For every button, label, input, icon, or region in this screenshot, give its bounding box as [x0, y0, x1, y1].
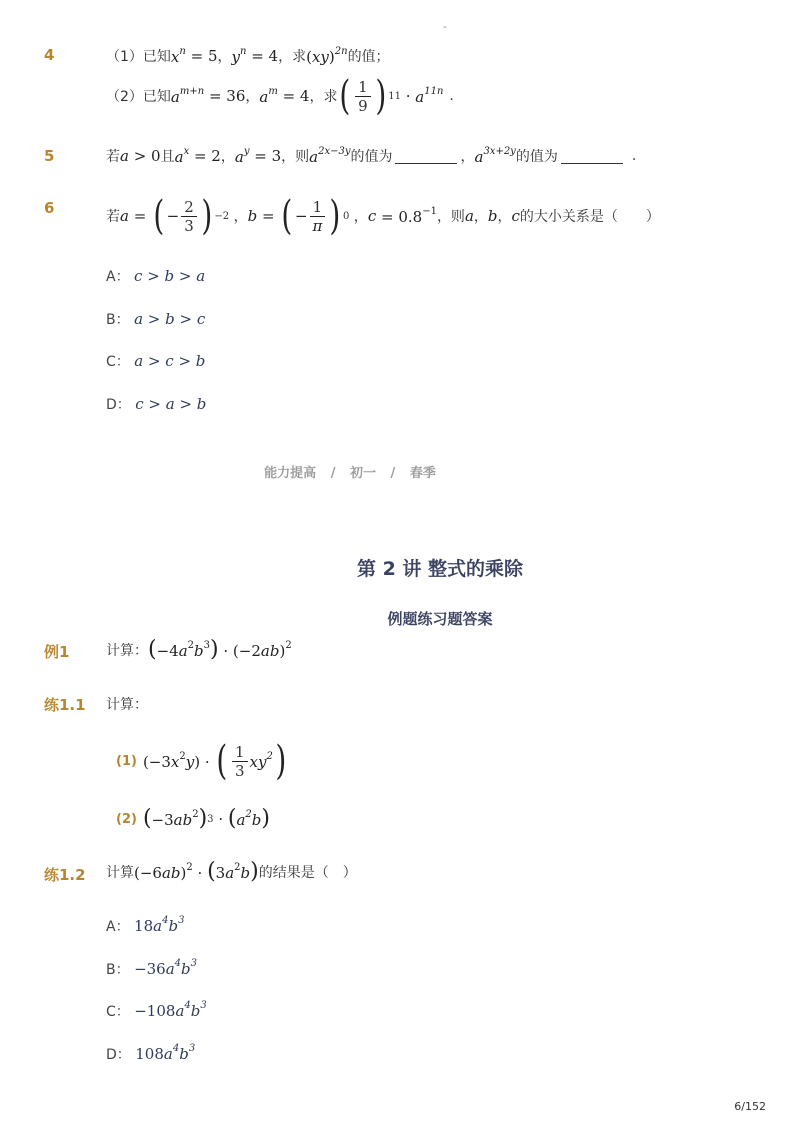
math: = 3: [249, 147, 282, 165]
q4-part2: [106, 73, 454, 119]
math: $-3ab^2$: [151, 809, 199, 829]
option-label: A：: [106, 269, 130, 285]
pr12-option-b[interactable]: [106, 958, 197, 979]
q6-text: [106, 191, 660, 241]
comma: ，: [460, 149, 475, 165]
q5-period: .: [631, 148, 637, 164]
math: a: [120, 147, 129, 165]
pr12-option-a[interactable]: [106, 915, 184, 936]
math: =: [128, 207, 152, 225]
math: (: [142, 806, 152, 831]
math: $a^{2x-3y}$: [309, 146, 351, 166]
question-number-4: 4: [44, 46, 55, 64]
comma: ，: [245, 89, 260, 105]
pr12-option-c[interactable]: [106, 1000, 207, 1021]
option-label: C：: [106, 354, 130, 370]
math: 0: [342, 210, 350, 222]
practice-1-1-text: 计算：: [106, 697, 148, 713]
math: $a^y$: [234, 146, 250, 166]
math: −: [166, 207, 180, 225]
breadcrumb: [0, 462, 700, 481]
math: $a^{3x+2y}$: [474, 146, 516, 166]
math: (: [148, 637, 157, 662]
math: $a^m$: [259, 86, 278, 106]
math: = 5: [185, 47, 218, 65]
math: ): [198, 806, 208, 831]
q5-ze: ，则: [281, 149, 310, 165]
option-coef: −108: [134, 1002, 176, 1020]
math: = 36: [204, 87, 246, 105]
math: $-4a^2b^3$: [156, 640, 211, 660]
math: $a^4b^3$: [165, 958, 198, 978]
question-number-5: 5: [44, 147, 55, 165]
option-coef: −36: [134, 960, 166, 978]
math: −2: [214, 210, 230, 222]
header-mark: -: [443, 22, 447, 33]
math: a: [120, 207, 129, 225]
math: ): [374, 73, 386, 119]
math: (: [281, 193, 293, 239]
practice-1-1-item-1: [116, 737, 288, 785]
q4-qiu-2: ，求: [309, 89, 338, 105]
math: ·: [400, 87, 416, 105]
math: = 4: [246, 47, 279, 65]
math: ): [275, 738, 287, 784]
question-number-6: 6: [44, 199, 55, 217]
math: a: [464, 207, 474, 225]
breadcrumb-separator: /: [330, 466, 336, 481]
lecture-title: 第 2 讲 整式的乘除: [356, 558, 524, 580]
math: $(-6ab)^2$ ·: [134, 862, 208, 882]
q6-option-c[interactable]: [106, 351, 205, 371]
math: $y^n$: [231, 46, 247, 66]
option-coef: 108: [135, 1045, 164, 1063]
option-label: D：: [106, 1047, 131, 1063]
math: (: [339, 73, 351, 119]
pr12-tail: 的结果是（ ）: [258, 865, 357, 881]
q4-de-zhi: 的值；: [347, 49, 390, 65]
math: $a^4b^3$: [163, 1043, 196, 1063]
option-expr: a > b > c: [134, 310, 206, 328]
math: $a^4b^3$: [153, 915, 185, 935]
practice-number-1-2: 练1.2: [44, 866, 86, 884]
math: $a^{m+n}$: [170, 86, 205, 106]
math: (: [207, 859, 216, 884]
math: ): [250, 859, 259, 884]
q6-tail: 的大小关系是（ ）: [519, 209, 660, 225]
q6-ruo: 若: [106, 209, 120, 225]
math: ): [210, 637, 219, 662]
pr12-lead: 计算: [106, 865, 134, 881]
option-expr: a > c > b: [134, 352, 206, 370]
practice-number-1-1: 练1.1: [44, 696, 86, 714]
breadcrumb-item[interactable]: 能力提高: [264, 466, 317, 481]
comma: ，: [229, 209, 248, 225]
option-label: C：: [106, 1004, 130, 1020]
option-label: D：: [106, 397, 131, 413]
answer-blank[interactable]: [561, 149, 623, 164]
math: ): [329, 193, 341, 239]
math: b: [247, 207, 258, 225]
math: $a^2b$: [236, 809, 262, 829]
math: $x^n$: [170, 46, 186, 66]
breadcrumb-separator: /: [390, 466, 396, 481]
math: 3: [207, 813, 214, 825]
q6-option-b[interactable]: [106, 309, 205, 329]
q5-text: [106, 144, 636, 168]
q4-period: .: [449, 88, 454, 104]
math: ): [261, 806, 270, 831]
math: $3a^2b$: [215, 862, 251, 882]
example-number-1: 例1: [44, 643, 70, 661]
math: = 2: [189, 147, 221, 165]
math: ): [201, 193, 213, 239]
option-coef: 18: [134, 917, 154, 935]
pr12-option-d[interactable]: [106, 1043, 195, 1064]
q4-p2-label: （2）已知: [106, 89, 171, 105]
math: $a^4b^3$: [175, 1000, 207, 1020]
q6-option-a[interactable]: [106, 266, 205, 286]
math: (: [227, 806, 237, 831]
math: $(-3x^2y)$ ·: [142, 751, 215, 771]
math: = $0.8^{-1}$: [376, 206, 437, 226]
q4-p1-label: （1）已知: [106, 49, 171, 65]
q4-qiu: ，求: [278, 49, 307, 65]
comma: ，: [349, 209, 368, 225]
practice-1-2-text: [106, 858, 357, 886]
math: $a^{11n}$: [415, 86, 444, 106]
math: · $(-2ab)^2$: [218, 640, 292, 660]
math: −: [294, 207, 308, 225]
math-fraction: $\frac{2}{3}$: [181, 198, 197, 235]
practice-1-1-item-2: [116, 805, 270, 833]
option-expr: c > a > b: [135, 395, 207, 413]
sub-number: (2): [116, 811, 137, 827]
q5-qie: 且: [160, 149, 175, 165]
option-expr: c > b > a: [134, 267, 206, 285]
math: (xy)$^{2n}$: [306, 46, 348, 66]
math: > 0: [128, 147, 161, 165]
sub-number: (1): [116, 753, 137, 769]
q6-option-d[interactable]: [106, 394, 206, 414]
q5-de-zhi-wei-2: 的值为: [515, 149, 558, 165]
q5-ruo: 若: [106, 149, 120, 165]
q6-ze: ，则: [436, 209, 465, 225]
option-label: B：: [106, 962, 130, 978]
math: =: [257, 207, 280, 225]
page-number: 6/152: [734, 1100, 766, 1113]
math: (: [153, 193, 165, 239]
math: c: [511, 207, 520, 225]
answer-blank[interactable]: [395, 149, 457, 164]
q5-de-zhi-wei-1: 的值为: [350, 149, 393, 165]
math: 11: [388, 90, 401, 102]
breadcrumb-item[interactable]: 春季: [409, 466, 436, 481]
ex1-text: 计算：: [106, 643, 148, 659]
q4-part1: [106, 44, 390, 68]
comma: ，: [473, 209, 488, 225]
comma: ，: [217, 49, 232, 65]
math-fraction: $\frac{1}{3}$: [232, 743, 248, 780]
math: b: [487, 207, 498, 225]
comma: ，: [220, 149, 235, 165]
example-1-text: [106, 636, 292, 664]
section-title: 例题练习题答案: [387, 610, 493, 628]
comma: ，: [497, 209, 512, 225]
option-label: A：: [106, 919, 130, 935]
math-fraction: $\frac{1}{\pi}$: [310, 198, 326, 235]
math: (: [216, 738, 228, 784]
breadcrumb-item[interactable]: 初一: [349, 466, 376, 481]
math: ·: [213, 810, 228, 828]
math-fraction: $\frac{1}{9}$: [355, 78, 371, 115]
option-label: B：: [106, 312, 130, 328]
math: $a^x$: [174, 146, 190, 166]
math: $xy^2$: [249, 751, 273, 771]
math: c: [367, 207, 377, 225]
math: = 4: [277, 87, 310, 105]
